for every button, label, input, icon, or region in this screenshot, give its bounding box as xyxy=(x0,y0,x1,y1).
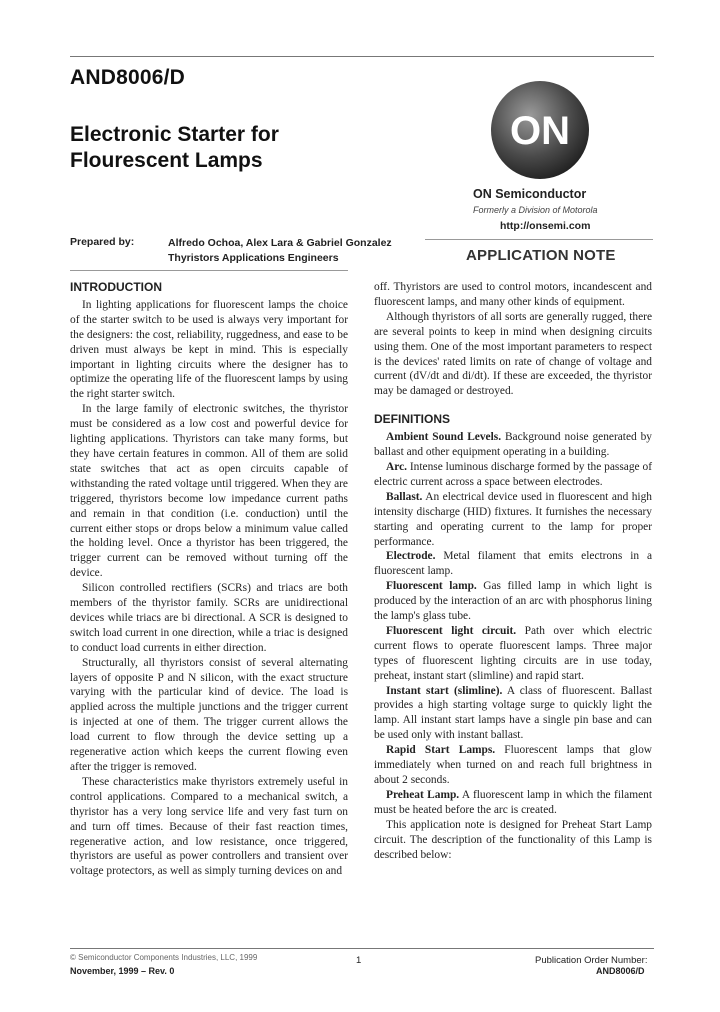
top-rule xyxy=(70,56,654,57)
definition-term: Electrode. xyxy=(386,550,436,563)
page-title xyxy=(70,122,390,174)
definition-item xyxy=(374,579,652,624)
definition-term: Ambient Sound Levels. xyxy=(386,431,502,444)
website-link[interactable]: http://onsemi.com xyxy=(500,220,591,232)
title-line-2: Flourescent Lamps xyxy=(70,149,263,172)
right-column xyxy=(374,280,652,862)
author-names: Alfredo Ochoa, Alex Lara & Gabriel Gonzalez xyxy=(168,237,392,249)
intro-paragraph: In the large family of electronic switches, the thyristor must be considered as a low cost and powerful device for lighting applications. Thyristors can take many forms, but they have certain features in common. All of them are solid state switches that act as open circuits capable of withstanding the rated voltage until triggered. When they are triggered, thyristors become low impedance current paths and remain in that condition (i.e. conduction) until the current either stops or drops below a minimum value called the holding level. Once a thyristor has been triggered, the trigger current can be removed without turning off the device. xyxy=(70,403,348,580)
publication-order-number: AND8006/D xyxy=(596,966,645,976)
definition-item xyxy=(374,549,652,579)
definitions-heading: DEFINITIONS xyxy=(374,412,451,427)
footer-copyright: © Semiconductor Components Industries, LLC, 1999 xyxy=(70,953,258,962)
publication-order-label: Publication Order Number: xyxy=(535,955,648,966)
definition-text: Intense luminous discharge formed by the passage of electric current across a space between electrodes. xyxy=(374,460,652,488)
intro-paragraph: Silicon controlled rectifiers (SCRs) and triacs are both members of the thyristor family. SCRs are unidirectional devices while triacs are bi directional. A SCR is designed to switch load current in one direction, while a triac is designed to conduct load currents in either direction. xyxy=(70,582,348,654)
definition-item xyxy=(374,624,652,684)
definition-text: Path over which electric current flows to operate fluorescent lamps. Three major types of fluorescent lighting circuits are in use today, preheat, instant start (slimline) and rapid start. xyxy=(374,624,652,682)
definition-item xyxy=(374,743,652,788)
definition-text: A class of fluorescent. Ballast provides a high starting voltage surge to quickly light the lamp. All instant start lamps have a single pin base and can be used only with instant ballast. xyxy=(374,684,653,742)
definition-item xyxy=(374,460,652,490)
definition-term: Preheat Lamp. xyxy=(386,788,460,801)
title-line-1: Electronic Starter for xyxy=(70,123,279,146)
definition-term: Ballast. xyxy=(386,490,423,503)
definition-text: An electrical device used in fluorescent and high intensity discharge (HID) fixtures. It furnishes the necessary starting and operating current to the lamp for proper performance. xyxy=(374,490,652,548)
definition-item xyxy=(374,490,652,550)
footer-date: November, 1999 – Rev. 0 xyxy=(70,966,175,976)
intro-paragraph: In lighting applications for fluorescent lamps the choice of the starter switch to be used is always very important for the designers: the cost, reliability, ruggedness, and ease to be driven must always be kept in mind. This is especially important in lighting circuits where the designer has to optimize the operating life of the fluorescent lamps by using the right starter switch. xyxy=(70,298,348,401)
footer-rule xyxy=(70,948,654,949)
definition-text: Gas filled lamp in which light is produced by the interaction of an arc with phosphorus lining the lamp's glass tube. xyxy=(374,580,652,623)
prepared-by-authors xyxy=(168,236,392,266)
definition-item xyxy=(374,684,652,744)
definition-term: Rapid Start Lamps. xyxy=(386,744,496,757)
definition-item xyxy=(374,788,652,818)
definition-text: A fluorescent lamp in which the filament must be heated before the arc is created. xyxy=(374,788,652,816)
intro-paragraph: These characteristics make thyristors extremely useful in control applications. Compared to a mechanical switch, a thyristor has a very long service life and very fast turn on and turn off times. Because of their fast reaction times, regenerative action, and low resistance, once triggered, thyristors are useful as power controllers and transient over voltage protectors, as well as simply turning devices on and xyxy=(70,775,348,878)
intro-paragraph: Although thyristors of all sorts are generally rugged, there are several points to keep in mind when designing circuits using them. One of the most important parameters to respect is the devices' rated limits on rate of change of voltage and current (dV/dt and di/dt). If these are exceeded, the thyristor may be damaged or destroyed. xyxy=(374,310,652,398)
definition-text: Fluorescent lamps that glow immediately when turned on and reach full brightness in about 2 seconds. xyxy=(374,744,652,786)
introduction-heading: INTRODUCTION xyxy=(70,280,162,294)
company-name: ON Semiconductor xyxy=(473,187,587,201)
definition-term: Arc. xyxy=(386,460,407,473)
logo-text: ON xyxy=(510,109,570,153)
left-section-rule xyxy=(70,270,348,271)
definition-item xyxy=(374,430,652,460)
author-role: Thyristors Applications Engineers xyxy=(168,252,339,264)
application-note-label: APPLICATION NOTE xyxy=(466,247,616,264)
definition-text: Background noise generated by ballast and other equipment operating in a building. xyxy=(374,431,652,459)
page-number: 1 xyxy=(356,955,362,966)
definition-term: Fluorescent light circuit. xyxy=(386,624,517,637)
left-column xyxy=(70,280,348,879)
definition-text: Metal filament that emits electrons in a fluorescent lamp. xyxy=(374,550,652,578)
closing-paragraph: This application note is designed for Preheat Start Lamp circuit. The description of the functionality of this Lamp is described below: xyxy=(374,818,652,861)
company-tagline: Formerly a Division of Motorola xyxy=(473,205,598,215)
document-id: AND8006/D xyxy=(70,66,186,89)
intro-paragraph-continued: off. Thyristors are used to control motors, incandescent and fluorescent lamps, and many other kinds of equipment. xyxy=(374,281,652,308)
appnote-rule xyxy=(425,239,653,240)
definition-term: Instant start (slimline). xyxy=(386,684,503,697)
definition-term: Fluorescent lamp. xyxy=(386,580,477,593)
intro-paragraph: Structurally, all thyristors consist of several alternating layers of opposite P and N silicon, with the exact structure varying with the particular kind of device. The load is applied across the multiple junctions and the trigger current is injected at one of them. The trigger current allows the load current to flow through the device setting up a regenerative action which keeps the current flowing even after the trigger is removed. xyxy=(70,656,348,773)
on-semiconductor-logo xyxy=(490,80,590,180)
prepared-by-label: Prepared by: xyxy=(70,236,135,248)
